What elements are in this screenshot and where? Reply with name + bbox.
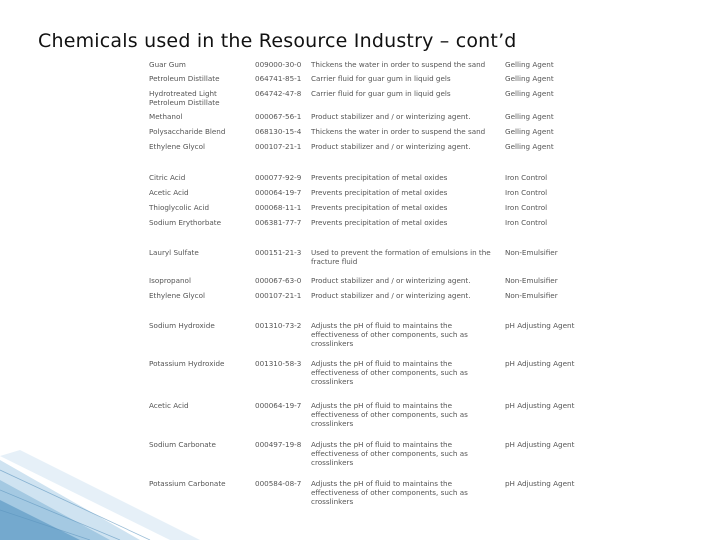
cas-number: 000067-63-0 bbox=[255, 276, 302, 285]
chemical-category: Gelling Agent bbox=[505, 127, 554, 136]
cas-number: 000497-19-8 bbox=[255, 440, 302, 449]
chemical-category: Iron Control bbox=[505, 203, 548, 212]
chemical-category: pH Adjusting Agent bbox=[505, 359, 575, 368]
chemical-name: Hydrotreated Light Petroleum Distillate bbox=[149, 89, 220, 107]
chemical-use: Adjusts the pH of fluid to maintains the effectiveness of other components, such as crosslinkers bbox=[311, 401, 468, 428]
chemical-use: Prevents precipitation of metal oxides bbox=[311, 218, 448, 227]
chemical-category: Non-Emulsifier bbox=[505, 248, 558, 257]
cas-number: 000107-21-1 bbox=[255, 291, 302, 300]
chemical-use: Used to prevent the formation of emulsions in the fracture fluid bbox=[311, 248, 491, 266]
cas-number: 000064-19-7 bbox=[255, 188, 302, 197]
chemical-category: Non-Emulsifier bbox=[505, 291, 558, 300]
chemical-use: Product stabilizer and / or winterizing agent. bbox=[311, 112, 471, 121]
chemical-name: Potassium Carbonate bbox=[149, 479, 226, 488]
chemical-use: Carrier fluid for guar gum in liquid gels bbox=[311, 89, 451, 98]
chemical-use: Thickens the water in order to suspend the sand bbox=[311, 60, 486, 69]
chemical-name: Methanol bbox=[149, 112, 183, 121]
cas-number: 000064-19-7 bbox=[255, 401, 302, 410]
chemicals-table bbox=[139, 52, 585, 506]
cas-number: 064741-85-1 bbox=[255, 74, 302, 83]
chemical-category: Gelling Agent bbox=[505, 89, 554, 98]
chemical-category: Gelling Agent bbox=[505, 60, 554, 69]
chemical-use: Adjusts the pH of fluid to maintains the effectiveness of other components, such as crosslinkers bbox=[311, 479, 468, 506]
cas-number: 000067-56-1 bbox=[255, 112, 302, 121]
chemical-use: Adjusts the pH of fluid to maintains the effectiveness of other components, such as crosslinkers bbox=[311, 359, 468, 386]
cas-number: 064742-47-8 bbox=[255, 89, 302, 98]
cas-number: 006381-77-7 bbox=[255, 218, 302, 227]
chemical-name: Thioglycolic Acid bbox=[149, 203, 210, 212]
chemical-name: Sodium Erythorbate bbox=[149, 218, 222, 227]
chemical-use: Carrier fluid for guar gum in liquid gels bbox=[311, 74, 451, 83]
chemical-name: Sodium Hydroxide bbox=[149, 321, 215, 330]
chemical-use: Prevents precipitation of metal oxides bbox=[311, 203, 448, 212]
chemical-use: Product stabilizer and / or winterizing agent. bbox=[311, 291, 471, 300]
chemical-category: pH Adjusting Agent bbox=[505, 440, 575, 449]
cas-number: 000584-08-7 bbox=[255, 479, 302, 488]
cas-number: 009000-30-0 bbox=[255, 60, 302, 69]
chemical-use: Adjusts the pH of fluid to maintains the effectiveness of other components, such as crosslinkers bbox=[311, 321, 468, 348]
chemical-use: Product stabilizer and / or winterizing agent. bbox=[311, 276, 471, 285]
chemical-use: Thickens the water in order to suspend the sand bbox=[311, 127, 486, 136]
chemical-name: Ethylene Glycol bbox=[149, 142, 206, 151]
chemical-name: Isopropanol bbox=[149, 276, 191, 285]
cas-number: 001310-73-2 bbox=[255, 321, 302, 330]
chemical-name: Petroleum Distillate bbox=[149, 74, 220, 83]
chemical-name: Acetic Acid bbox=[149, 188, 189, 197]
cas-number: 000151-21-3 bbox=[255, 248, 302, 257]
cas-number: 000107-21-1 bbox=[255, 142, 302, 151]
chemical-category: Iron Control bbox=[505, 188, 548, 197]
chemical-category: pH Adjusting Agent bbox=[505, 401, 575, 410]
cas-number: 000068-11-1 bbox=[255, 203, 302, 212]
cas-number: 068130-15-4 bbox=[255, 127, 302, 136]
chemical-category: Iron Control bbox=[505, 218, 548, 227]
chemical-name: Lauryl Sulfate bbox=[149, 248, 199, 257]
chemical-category: Gelling Agent bbox=[505, 112, 554, 121]
chemical-category: pH Adjusting Agent bbox=[505, 321, 575, 330]
chemical-name: Polysaccharide Blend bbox=[149, 127, 226, 136]
chemical-category: Iron Control bbox=[505, 173, 548, 182]
chemical-name: Potassium Hydroxide bbox=[149, 359, 225, 368]
chemical-category: Gelling Agent bbox=[505, 74, 554, 83]
chemical-use: Prevents precipitation of metal oxides bbox=[311, 173, 448, 182]
chemical-use: Product stabilizer and / or winterizing agent. bbox=[311, 142, 471, 151]
chemical-name: Sodium Carbonate bbox=[149, 440, 216, 449]
chemical-category: Non-Emulsifier bbox=[505, 276, 558, 285]
slide-title: Chemicals used in the Resource Industry – cont’d bbox=[38, 30, 517, 52]
chemical-category: Gelling Agent bbox=[505, 142, 554, 151]
cas-number: 000077-92-9 bbox=[255, 173, 302, 182]
chemical-use: Adjusts the pH of fluid to maintains the effectiveness of other components, such as crosslinkers bbox=[311, 440, 468, 467]
chemical-name: Citric Acid bbox=[149, 173, 186, 182]
chemical-category: pH Adjusting Agent bbox=[505, 479, 575, 488]
chemical-name: Acetic Acid bbox=[149, 401, 189, 410]
chemical-name: Ethylene Glycol bbox=[149, 291, 206, 300]
chemical-use: Prevents precipitation of metal oxides bbox=[311, 188, 448, 197]
chemical-name: Guar Gum bbox=[149, 60, 186, 69]
cas-number: 001310-58-3 bbox=[255, 359, 302, 368]
